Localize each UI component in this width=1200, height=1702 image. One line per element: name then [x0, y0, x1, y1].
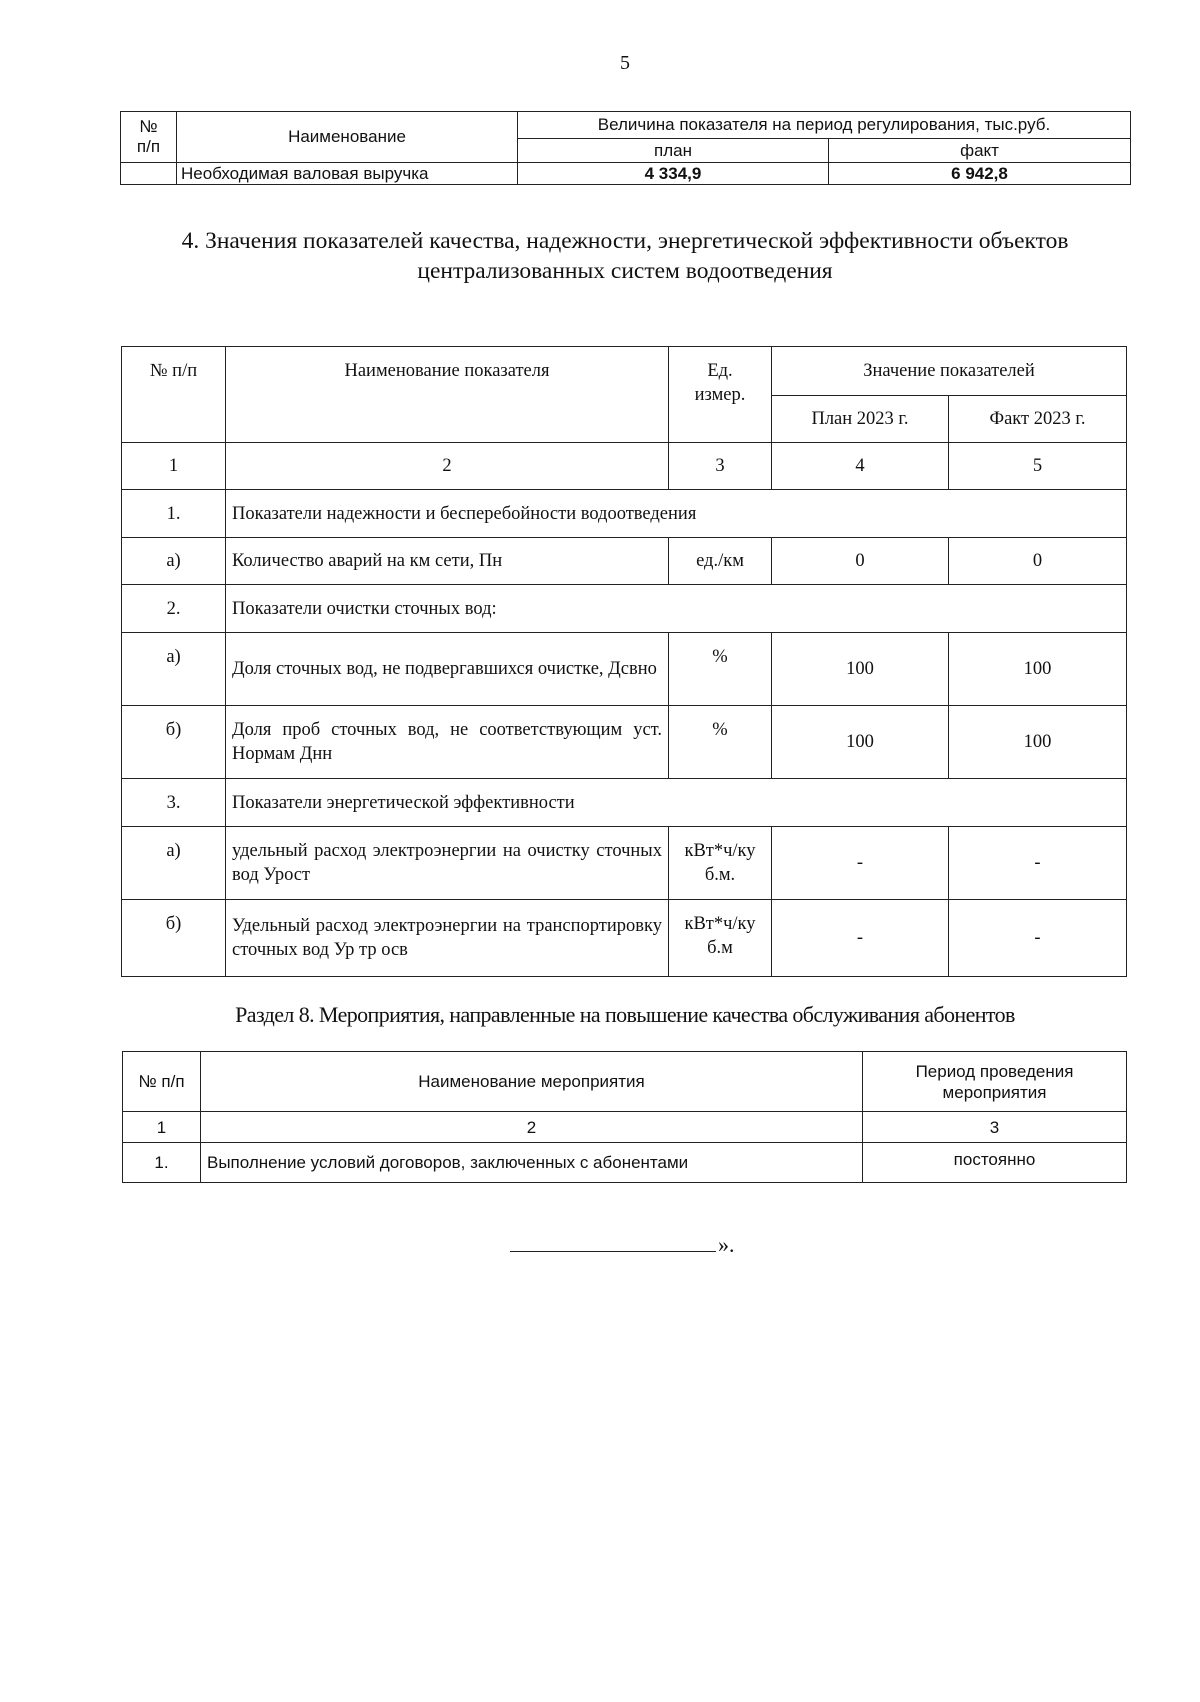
col-header-number: № п/п	[122, 347, 226, 443]
col-header-plan: план	[518, 139, 829, 163]
row-unit	[669, 900, 772, 977]
row-plan-value: -	[772, 827, 949, 900]
group-title: Показатели энергетической эффективности	[226, 779, 1127, 827]
row-number: б)	[122, 900, 226, 977]
table-row	[122, 706, 1127, 779]
col-header-number	[121, 112, 177, 163]
row-fact-value: -	[949, 900, 1127, 977]
row-unit-line2: б.м.	[704, 865, 736, 885]
col-header-values: Значение показателей	[772, 347, 1127, 396]
col-header-unit	[669, 347, 772, 443]
row-unit: ед./км	[669, 538, 772, 585]
group-number: 2.	[122, 585, 226, 633]
row-number: а)	[122, 633, 226, 706]
col-header-value: Величина показателя на период регулирования, тыс.руб.	[518, 112, 1131, 139]
group-number: 1.	[122, 490, 226, 538]
column-numbers-row	[122, 443, 1127, 490]
col-header-fact: факт	[829, 139, 1131, 163]
row-name: Удельный расход электроэнергии на транспортировку сточных вод Ур тр осв	[226, 900, 669, 977]
group-title: Показатели очистки сточных вод:	[226, 585, 1127, 633]
section-4-heading-line2: централизованных систем водоотведения	[417, 258, 833, 284]
table-row	[122, 900, 1127, 977]
col-number-2: 2	[226, 443, 669, 490]
col-number-4: 4	[772, 443, 949, 490]
col-number-5: 5	[949, 443, 1127, 490]
row-plan-value: 100	[772, 706, 949, 779]
section-8-heading: Раздел 8. Мероприятия, направленные на повышение качества обслуживания абонентов	[235, 1002, 1015, 1027]
row-unit-line1: кВт*ч/ку	[684, 914, 756, 934]
table-row	[122, 827, 1127, 900]
indicators-table	[121, 346, 1127, 977]
row-number: а)	[122, 538, 226, 585]
section-4-heading-line1: 4. Значения показателей качества, надежности, энергетической эффективности объектов	[181, 228, 1069, 254]
row-unit	[669, 827, 772, 900]
group-row	[122, 779, 1127, 827]
col-number-3: 3	[669, 443, 772, 490]
measures-table	[122, 1051, 1127, 1183]
row-name: Доля проб сточных вод, не соответствующим уст. Нормам Днн	[226, 706, 669, 779]
page-number: 5	[620, 52, 630, 74]
table-row	[123, 1143, 1127, 1183]
col-header-name: Наименование	[177, 112, 518, 163]
col-header-measure: Наименование мероприятия	[201, 1052, 863, 1112]
row-fact-value: 100	[949, 706, 1127, 779]
row-fact-value: 0	[949, 538, 1127, 585]
row-unit-line1: кВт*ч/ку	[684, 841, 756, 861]
row-fact-value: 100	[949, 633, 1127, 706]
row-plan-value: 100	[772, 633, 949, 706]
row-plan-value: 4 334,9	[518, 163, 829, 185]
col-header-period	[863, 1052, 1127, 1112]
col-number-2: 2	[201, 1112, 863, 1143]
row-name: удельный расход электроэнергии на очистку сточных вод Урост	[226, 827, 669, 900]
col-header-period-line2: мероприятия	[942, 1082, 1047, 1102]
row-fact-value: 6 942,8	[829, 163, 1131, 185]
group-title: Показатели надежности и бесперебойности водоотведения	[226, 490, 1127, 538]
row-name: Доля сточных вод, не подвергавшихся очистке, Дсвно	[226, 633, 669, 706]
col-number-1: 1	[123, 1112, 201, 1143]
col-header-unit-line1: Ед.	[707, 361, 733, 381]
col-header-unit-line2: измер.	[694, 385, 746, 405]
revenue-table	[120, 111, 1131, 185]
row-number: а)	[122, 827, 226, 900]
col-number-3: 3	[863, 1112, 1127, 1143]
col-header-plan: План 2023 г.	[772, 396, 949, 443]
group-number: 3.	[122, 779, 226, 827]
row-number: 1.	[123, 1143, 201, 1183]
col-header-indicator: Наименование показателя	[226, 347, 669, 443]
row-plan-value: 0	[772, 538, 949, 585]
col-header-number: № п/п	[123, 1052, 201, 1112]
col-header-number-line1: №	[139, 117, 158, 136]
row-name: Количество аварий на км сети, Пн	[226, 538, 669, 585]
table-row	[122, 633, 1127, 706]
col-header-period-line1: Период проведения	[915, 1061, 1074, 1081]
table-row	[122, 538, 1127, 585]
row-unit: %	[669, 706, 772, 779]
table-row	[121, 163, 1131, 185]
row-unit: %	[669, 633, 772, 706]
col-header-number-line2: п/п	[136, 137, 161, 156]
row-number	[121, 163, 177, 185]
group-row	[122, 490, 1127, 538]
signature-underline	[510, 1233, 716, 1252]
group-row	[122, 585, 1127, 633]
row-unit-line2: б.м	[707, 938, 733, 958]
column-numbers-row	[123, 1112, 1127, 1143]
col-header-fact: Факт 2023 г.	[949, 396, 1127, 443]
row-number: б)	[122, 706, 226, 779]
col-number-1: 1	[122, 443, 226, 490]
row-name: Необходимая валовая выручка	[177, 163, 518, 185]
section-4-heading	[110, 226, 1140, 286]
row-fact-value: -	[949, 827, 1127, 900]
row-period: постоянно	[863, 1143, 1127, 1183]
closing-line	[510, 1232, 735, 1258]
closing-quote-mark: ».	[718, 1232, 735, 1257]
row-plan-value: -	[772, 900, 949, 977]
row-name: Выполнение условий договоров, заключенных с абонентами	[201, 1143, 863, 1183]
